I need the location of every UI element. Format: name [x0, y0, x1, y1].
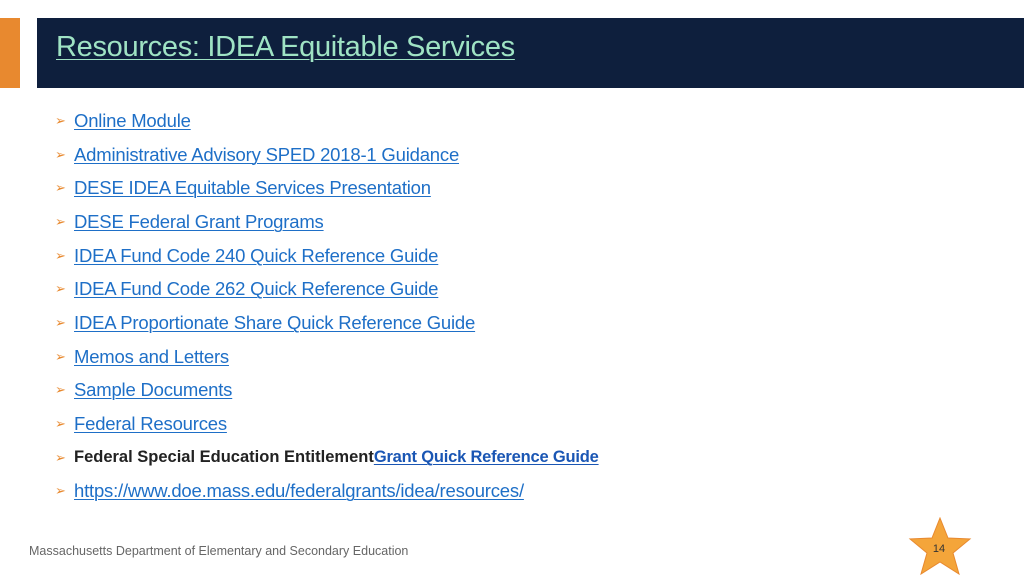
- arrow-bullet-icon: ➢: [55, 314, 66, 330]
- federal-resources-link[interactable]: Federal Resources: [74, 413, 227, 435]
- proportionate-share-link[interactable]: IDEA Proportionate Share Quick Reference Guide: [74, 311, 476, 333]
- arrow-bullet-icon: ➢: [55, 213, 66, 229]
- arrow-bullet-icon: ➢: [55, 348, 66, 364]
- orange-accent-bar: [0, 18, 20, 88]
- list-item: [55, 138, 599, 172]
- arrow-bullet-icon: ➢: [55, 449, 66, 465]
- title-bar: [37, 18, 1024, 88]
- resources-url-link[interactable]: https://www.doe.mass.edu/federalgrants/idea/resources/: [74, 480, 524, 502]
- page-number: 14: [932, 543, 946, 555]
- arrow-bullet-icon: ➢: [55, 483, 66, 499]
- fund-code-240-link[interactable]: IDEA Fund Code 240 Quick Reference Guide: [74, 244, 439, 266]
- fund-code-262-link[interactable]: IDEA Fund Code 262 Quick Reference Guide: [74, 278, 439, 300]
- memos-letters-link[interactable]: Memos and Letters: [74, 345, 229, 367]
- resource-list: [55, 104, 599, 508]
- arrow-bullet-icon: ➢: [55, 247, 66, 263]
- list-item: [55, 407, 599, 441]
- administrative-advisory-link[interactable]: Administrative Advisory SPED 2018-1 Guidance: [74, 143, 460, 165]
- list-item: [55, 272, 599, 306]
- arrow-bullet-icon: ➢: [55, 281, 66, 297]
- list-item: [55, 171, 599, 205]
- entitlement-label: Federal Special Education Entitlement: [74, 448, 374, 467]
- list-item: [55, 374, 599, 408]
- list-item: [55, 340, 599, 374]
- arrow-bullet-icon: ➢: [55, 146, 66, 162]
- list-item: [55, 475, 599, 509]
- list-item: [55, 104, 599, 138]
- footer-org-name: Massachusetts Department of Elementary and Secondary Education: [29, 544, 409, 558]
- equitable-services-presentation-link[interactable]: DESE IDEA Equitable Services Presentation: [74, 177, 431, 199]
- arrow-bullet-icon: ➢: [55, 180, 66, 196]
- star-page-badge-icon: [908, 517, 972, 575]
- arrow-bullet-icon: ➢: [55, 382, 66, 398]
- grant-quick-reference-link[interactable]: Grant Quick Reference Guide: [373, 448, 599, 467]
- federal-grant-programs-link[interactable]: DESE Federal Grant Programs: [74, 210, 324, 232]
- arrow-bullet-icon: ➢: [55, 416, 66, 432]
- list-item: [55, 441, 599, 475]
- sample-documents-link[interactable]: Sample Documents: [74, 379, 233, 401]
- list-item: [55, 306, 599, 340]
- list-item: [55, 239, 599, 273]
- arrow-bullet-icon: ➢: [55, 112, 66, 128]
- slide-title: Resources: IDEA Equitable Services: [56, 31, 515, 63]
- online-module-link[interactable]: Online Module: [74, 109, 191, 131]
- list-item: [55, 205, 599, 239]
